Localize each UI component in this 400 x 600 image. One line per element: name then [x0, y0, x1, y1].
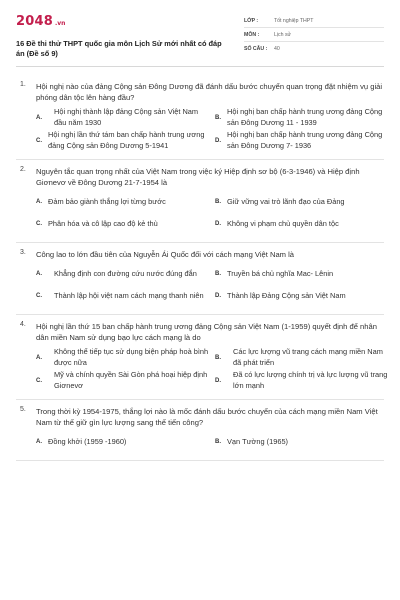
meta-row-subject — [244, 28, 384, 42]
question-text: Hội nghị nào của đảng Cộng sản Đông Dương đã đánh dấu bước chuyển quan trọng đặt nhiệm vụ giải phóng dân tộc lên hàng đầu? — [36, 82, 383, 102]
meta-value: 40 — [274, 46, 280, 52]
question-text: Hội nghị lần thứ 15 ban chấp hành trung ương đảng Cộng sản Việt Nam (1-1959) quyết định để nhân dân miền Nam sử dụng bạo lực cách mạng là do — [36, 322, 377, 342]
answer-text: Hội nghị ban chấp hành trung ương đảng Cộng sản Đông Dương 11 - 1939 — [227, 107, 383, 127]
answer-letter: B. — [215, 199, 221, 205]
question-number: 3. — [20, 249, 26, 256]
question-text: Trong thời kỳ 1954-1975, thắng lợi nào là mốc đánh dấu bước chuyển của cách mạng miền Nam Việt Nam từ thế giữ gìn lực lượng sang thế tiến công? — [36, 407, 378, 427]
answer-option-b[interactable] — [215, 107, 388, 128]
answer-option-c[interactable] — [36, 286, 209, 306]
answer-option-c[interactable] — [36, 130, 209, 151]
question-text: Công lao to lớn đầu tiên của Nguyễn Ái Quốc đối với cách mạng Việt Nam là — [36, 250, 295, 259]
exam-meta-table — [244, 14, 384, 56]
answer-letter: A. — [36, 199, 42, 205]
answer-option-d[interactable] — [215, 214, 388, 234]
answer-text: Các lực lượng vũ trang cách mạng miền Nam đã phát triển — [233, 347, 383, 367]
answer-letter: A. — [36, 439, 42, 445]
question-2 — [16, 166, 384, 243]
answer-option-d[interactable] — [215, 286, 388, 306]
meta-label: LỚP : — [244, 17, 259, 24]
answer-option-c[interactable] — [36, 370, 209, 391]
answer-letter: B. — [215, 114, 221, 121]
answer-text: Phân hóa và cô lập cao độ kẻ thù — [48, 218, 158, 228]
site-logo[interactable] — [16, 14, 228, 29]
logo-suffix: .vn — [54, 20, 66, 27]
answer-option-b[interactable] — [215, 347, 388, 368]
answer-options — [36, 347, 388, 391]
question-number: 1. — [20, 81, 26, 88]
question-number: 2. — [20, 166, 26, 173]
answer-text: Khẳng định con đường cứu nước đúng đắn — [54, 268, 197, 278]
answer-text: Mỹ và chính quyền Sài Gòn phá hoại hiệp định Giơnevơ — [54, 370, 208, 390]
question-number: 5. — [20, 406, 26, 413]
answer-option-b[interactable] — [215, 264, 388, 284]
exam-title: 16 Đề thi thử THPT quốc gia môn Lịch Sử mới nhất có đáp án (Đề số 9) — [16, 39, 222, 58]
answer-option-b[interactable] — [215, 192, 388, 212]
answer-options — [36, 192, 384, 234]
answer-letter: B. — [215, 439, 221, 445]
answer-text: Đã có lực lượng chính trị và lực lượng vũ trang lớn mạnh — [233, 370, 388, 390]
meta-value: Lịch sử — [274, 31, 292, 38]
question-4 — [16, 321, 388, 400]
answer-option-a[interactable] — [36, 107, 209, 128]
answer-options — [36, 107, 384, 151]
answer-text: Truyền bá chủ nghĩa Mac- Lênin — [227, 268, 334, 278]
answer-option-a[interactable] — [36, 432, 209, 452]
answer-text: Hội nghị ban chấp hành trung ương đảng Cộng sản Đông Dương 7- 1936 — [227, 130, 383, 150]
answer-letter: A. — [36, 114, 42, 121]
answer-options — [36, 264, 384, 306]
meta-label: MÔN : — [244, 31, 260, 38]
answer-text: Vạn Tường (1965) — [227, 436, 289, 446]
answer-letter: D. — [215, 293, 221, 299]
answer-letter: D. — [215, 137, 221, 144]
logo-text: 2048 — [16, 14, 53, 29]
answer-letter: C. — [36, 221, 42, 227]
answer-text: Không thể tiếp tục sử dụng biện pháp hoà bình được nữa — [54, 347, 209, 367]
meta-value: Tốt nghiệp THPT — [274, 17, 314, 24]
answer-text: Thành lập Đảng Cộng sản Việt Nam — [227, 290, 346, 300]
answer-option-a[interactable] — [36, 192, 209, 212]
answer-letter: D. — [215, 221, 221, 227]
answer-text: Thành lập hội việt nam cách mạng thanh niên — [54, 290, 204, 300]
question-3 — [16, 249, 384, 315]
answer-option-a[interactable] — [36, 347, 209, 368]
meta-row-count — [244, 42, 384, 56]
answer-letter: B. — [215, 354, 221, 361]
answer-letter: A. — [36, 354, 42, 361]
answer-option-a[interactable] — [36, 264, 209, 284]
question-list — [16, 81, 388, 461]
answer-letter: A. — [36, 271, 42, 277]
question-text: Nguyên tắc quan trọng nhất của Việt Nam trong việc ký Hiệp định sơ bộ (6-3-1946) và Hiệp định Giơnevơ về Đông Dương 21-7-1954 là — [36, 167, 360, 187]
answer-letter: B. — [215, 271, 221, 277]
answer-text: Đảm bảo giành thắng lợi từng bước — [48, 196, 166, 206]
meta-row-class — [244, 14, 384, 28]
answer-text: Hội nghị thành lập đảng Cộng sản Việt Nam đầu năm 1930 — [54, 107, 199, 127]
answer-options — [36, 432, 384, 452]
answer-option-c[interactable] — [36, 214, 209, 234]
answer-option-b[interactable] — [215, 432, 388, 452]
question-number: 4. — [20, 321, 26, 328]
answer-letter: C. — [36, 137, 42, 144]
answer-text: Hội nghị lần thứ tám ban chấp hành trung ương đảng Cộng sản Đông Dương 5-1941 — [48, 130, 205, 150]
answer-option-d[interactable] — [215, 370, 388, 391]
question-1 — [16, 81, 384, 160]
exam-header — [16, 14, 384, 67]
answer-text: Không vi phạm chủ quyền dân tộc — [227, 218, 339, 228]
answer-option-d[interactable] — [215, 130, 388, 151]
answer-letter: D. — [215, 377, 221, 384]
answer-letter: C. — [36, 377, 42, 384]
question-5 — [16, 406, 384, 461]
meta-label: SỐ CÂU : — [244, 46, 268, 52]
answer-letter: C. — [36, 293, 42, 299]
header-left — [16, 14, 228, 59]
answer-text: Đồng khởi (1959 -1960) — [48, 436, 127, 446]
answer-text: Giữ vững vai trò lãnh đạo của Đảng — [227, 196, 345, 206]
